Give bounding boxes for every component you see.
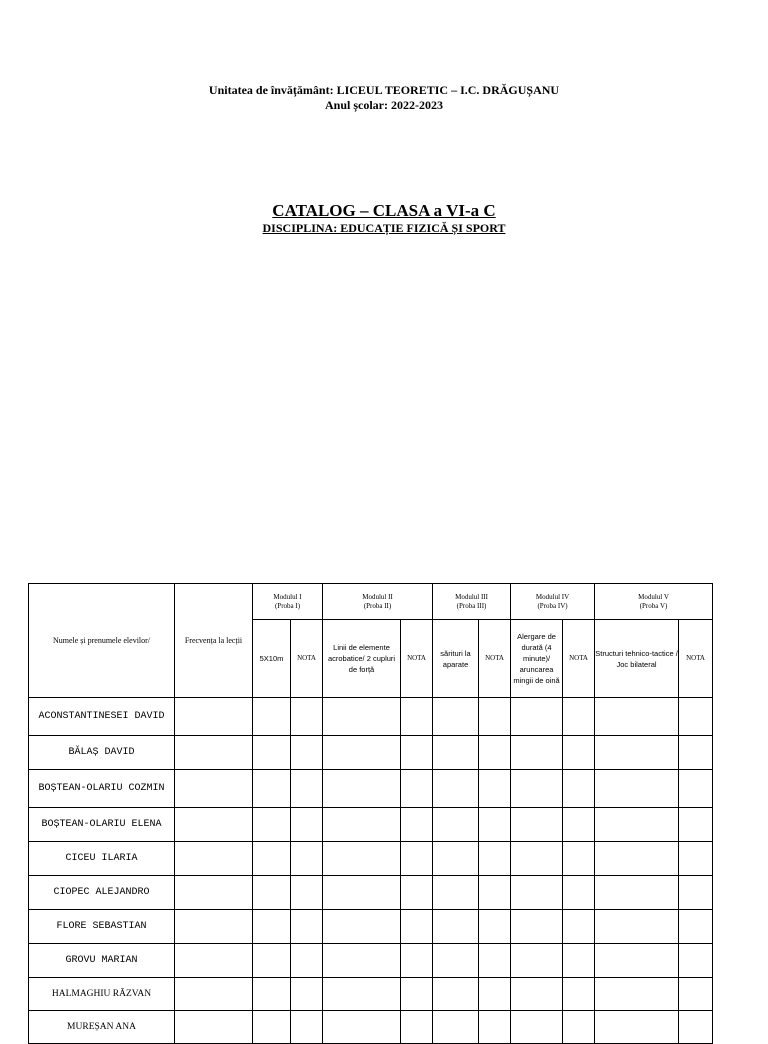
nota-module-1: NOTA (291, 620, 323, 698)
nota-module-4: NOTA (563, 620, 595, 698)
grade-cell[interactable] (323, 978, 401, 1011)
grade-cell[interactable] (563, 978, 595, 1011)
student-row (29, 808, 713, 842)
grade-cell[interactable] (401, 978, 433, 1011)
nota-module-5: NOTA (679, 620, 713, 698)
grade-cell[interactable] (595, 978, 679, 1011)
grade-cell[interactable] (401, 876, 433, 910)
grade-cell[interactable] (595, 736, 679, 770)
grade-cell[interactable] (595, 770, 679, 808)
grade-cell[interactable] (563, 876, 595, 910)
grade-cell[interactable] (679, 910, 713, 944)
grade-cell[interactable] (253, 978, 291, 1011)
grade-cell[interactable] (433, 698, 479, 736)
student-name: BĂLAȘ DAVID (29, 736, 175, 770)
grade-cell[interactable] (479, 842, 511, 876)
student-row (29, 944, 713, 978)
grade-table (28, 583, 713, 1044)
grade-cell[interactable] (253, 910, 291, 944)
grade-cell[interactable] (511, 808, 563, 842)
grade-cell[interactable] (511, 944, 563, 978)
grade-cell[interactable] (679, 736, 713, 770)
frecventa-cell[interactable] (175, 808, 253, 842)
nota-module-2: NOTA (401, 620, 433, 698)
grade-cell[interactable] (595, 842, 679, 876)
grade-cell[interactable] (479, 808, 511, 842)
grade-cell[interactable] (563, 842, 595, 876)
frecventa-cell[interactable] (175, 944, 253, 978)
grade-cell[interactable] (595, 1011, 679, 1044)
grade-cell[interactable] (253, 698, 291, 736)
grade-cell[interactable] (595, 808, 679, 842)
grade-cell[interactable] (679, 876, 713, 910)
grade-cell[interactable] (401, 944, 433, 978)
frecventa-cell[interactable] (175, 978, 253, 1011)
grade-cell[interactable] (253, 770, 291, 808)
grade-cell[interactable] (595, 910, 679, 944)
grade-cell[interactable] (679, 698, 713, 736)
grade-cell[interactable] (291, 910, 323, 944)
grade-cell[interactable] (323, 944, 401, 978)
header-names: Numele și prenumele elevilor/ (29, 584, 175, 698)
activity-module-5: Structuri tehnico-tactice / Joc bilateral (595, 620, 679, 698)
grade-cell[interactable] (433, 876, 479, 910)
grade-cell[interactable] (511, 876, 563, 910)
frecventa-cell[interactable] (175, 910, 253, 944)
student-row (29, 1011, 713, 1044)
grade-cell[interactable] (679, 842, 713, 876)
grade-cell[interactable] (323, 876, 401, 910)
grade-cell[interactable] (563, 1011, 595, 1044)
student-name: GROVU MARIAN (29, 944, 175, 978)
grade-cell[interactable] (563, 698, 595, 736)
school-line: Unitatea de învățământ: LICEUL TEORETIC – I.C. DRĂGUȘANU (208, 83, 560, 97)
frecventa-cell[interactable] (175, 770, 253, 808)
student-row (29, 698, 713, 736)
student-name: CICEU ILARIA (29, 842, 175, 876)
students-body (29, 698, 713, 1044)
student-name: BOȘTEAN-OLARIU COZMIN (29, 770, 175, 808)
frecventa-cell[interactable] (175, 698, 253, 736)
grade-cell[interactable] (595, 876, 679, 910)
grade-cell[interactable] (253, 808, 291, 842)
grade-cell[interactable] (401, 842, 433, 876)
grade-cell[interactable] (679, 978, 713, 1011)
grade-cell[interactable] (511, 770, 563, 808)
grade-cell[interactable] (291, 808, 323, 842)
header-module-5: Modulul V (Proba V) (595, 584, 713, 620)
grade-cell[interactable] (679, 808, 713, 842)
student-name: CIOPEC ALEJANDRO (29, 876, 175, 910)
grade-cell[interactable] (401, 698, 433, 736)
grade-cell[interactable] (479, 944, 511, 978)
grade-cell[interactable] (323, 842, 401, 876)
student-row (29, 842, 713, 876)
activity-module-1: 5X10m (253, 620, 291, 698)
grade-cell[interactable] (479, 910, 511, 944)
student-name: ACONSTANTINESEI DAVID (29, 698, 175, 736)
student-name: MUREȘAN ANA (29, 1011, 175, 1044)
grade-cell[interactable] (323, 910, 401, 944)
grade-cell[interactable] (433, 944, 479, 978)
grade-cell[interactable] (433, 770, 479, 808)
grade-cell[interactable] (401, 770, 433, 808)
grade-cell[interactable] (563, 808, 595, 842)
school-year-line: Anul școlar: 2022-2023 (325, 98, 443, 112)
grade-cell[interactable] (253, 842, 291, 876)
student-name: HALMAGHIU RĂZVAN (29, 978, 175, 1011)
grade-cell[interactable] (433, 736, 479, 770)
grade-cell[interactable] (679, 770, 713, 808)
catalog-title: CATALOG – CLASA a VI-a C (272, 201, 496, 220)
grade-cell[interactable] (291, 698, 323, 736)
grade-cell[interactable] (511, 1011, 563, 1044)
student-row (29, 978, 713, 1011)
grade-cell[interactable] (433, 808, 479, 842)
header-row-modules (29, 584, 713, 620)
activity-module-4: Alergare de durată (4 minute)/ aruncarea mingii de oină (511, 620, 563, 698)
grade-cell[interactable] (479, 698, 511, 736)
grade-cell[interactable] (291, 1011, 323, 1044)
header-frecventa: Frecvența la lecții (175, 584, 253, 698)
header-module-2: Modulul II (Proba II) (323, 584, 433, 620)
header-module-1: Modulul I (Proba I) (253, 584, 323, 620)
student-row (29, 736, 713, 770)
grade-cell[interactable] (479, 876, 511, 910)
grade-cell[interactable] (563, 910, 595, 944)
frecventa-cell[interactable] (175, 1011, 253, 1044)
frecventa-cell[interactable] (175, 736, 253, 770)
nota-module-3: NOTA (479, 620, 511, 698)
grade-cell[interactable] (433, 1011, 479, 1044)
grade-cell[interactable] (253, 736, 291, 770)
header-module-4: Modulul IV (Proba IV) (511, 584, 595, 620)
grade-cell[interactable] (401, 1011, 433, 1044)
grade-cell[interactable] (323, 808, 401, 842)
grade-cell[interactable] (511, 698, 563, 736)
grade-cell[interactable] (433, 910, 479, 944)
grade-cell[interactable] (563, 736, 595, 770)
student-name: BOȘTEAN-OLARIU ELENA (29, 808, 175, 842)
grade-cell[interactable] (323, 770, 401, 808)
student-row (29, 910, 713, 944)
student-row (29, 876, 713, 910)
grade-cell[interactable] (563, 770, 595, 808)
grade-cell[interactable] (479, 1011, 511, 1044)
grade-cell[interactable] (511, 978, 563, 1011)
grade-cell[interactable] (323, 736, 401, 770)
grade-cell[interactable] (323, 698, 401, 736)
student-name: FLORE SEBASTIAN (29, 910, 175, 944)
grade-cell[interactable] (679, 1011, 713, 1044)
grade-cell[interactable] (401, 736, 433, 770)
grade-cell[interactable] (291, 842, 323, 876)
frecventa-cell[interactable] (175, 876, 253, 910)
grade-cell[interactable] (401, 910, 433, 944)
grade-cell[interactable] (323, 1011, 401, 1044)
grade-cell[interactable] (291, 736, 323, 770)
grade-cell[interactable] (291, 770, 323, 808)
grade-cell[interactable] (253, 944, 291, 978)
grade-cell[interactable] (291, 978, 323, 1011)
header-module-3: Modulul III (Proba III) (433, 584, 511, 620)
grade-cell[interactable] (291, 876, 323, 910)
grade-cell[interactable] (291, 944, 323, 978)
grade-cell[interactable] (433, 842, 479, 876)
grade-cell[interactable] (595, 698, 679, 736)
grade-cell[interactable] (511, 910, 563, 944)
activity-module-3: sărituri la aparate (433, 620, 479, 698)
student-row (29, 770, 713, 808)
grade-cell[interactable] (563, 944, 595, 978)
grade-cell[interactable] (401, 808, 433, 842)
grade-cell[interactable] (479, 770, 511, 808)
discipline-subtitle: DISCIPLINA: EDUCAȚIE FIZICĂ ȘI SPORT (262, 221, 506, 235)
grade-cell[interactable] (433, 978, 479, 1011)
frecventa-cell[interactable] (175, 842, 253, 876)
grade-cell[interactable] (479, 978, 511, 1011)
grade-cell[interactable] (253, 1011, 291, 1044)
grade-cell[interactable] (679, 944, 713, 978)
grade-cell[interactable] (511, 736, 563, 770)
grade-cell[interactable] (511, 842, 563, 876)
grade-cell[interactable] (253, 876, 291, 910)
activity-module-2: Linii de elemente acrobatice/ 2 cupluri de forță (323, 620, 401, 698)
grade-cell[interactable] (595, 944, 679, 978)
grade-cell[interactable] (479, 736, 511, 770)
